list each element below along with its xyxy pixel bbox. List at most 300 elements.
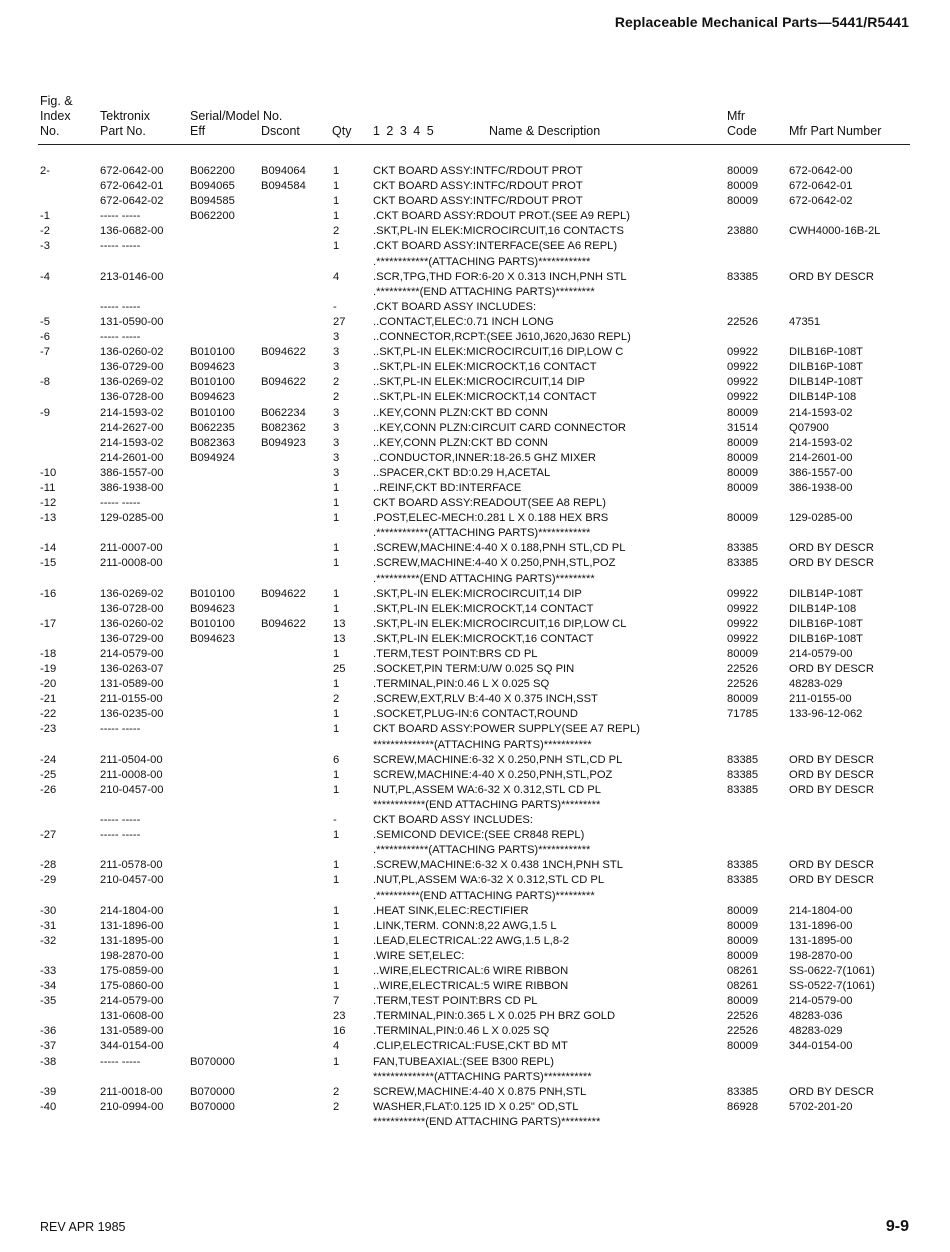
cell-description: CKT BOARD ASSY:INTFC/RDOUT PROT — [373, 165, 583, 177]
cell-qty: 16 — [333, 1025, 346, 1038]
cell-mfr-part-number: ORD BY DESCR — [789, 859, 874, 872]
cell-part-no: 131-0589-00 — [100, 1025, 164, 1038]
cell-fig-index: -26 — [40, 783, 57, 796]
cell-qty: 2 — [333, 693, 340, 706]
cell-eff: B070000 — [190, 1085, 235, 1098]
cell-mfr-part-number: ORD BY DESCR — [789, 557, 874, 570]
footer-page-number: 9-9 — [885, 1218, 909, 1235]
cell-qty: 7 — [333, 995, 340, 1008]
cell-fig-index: -4 — [40, 270, 50, 283]
cell-part-no: ----- ----- — [100, 240, 141, 253]
cell-part-no: 131-0608-00 — [100, 1010, 164, 1023]
cell-part-no: 211-0018-00 — [100, 1085, 163, 1098]
cell-description: ..SKT,PL-IN ELEK:MICROCKT,16 CONTACT — [373, 361, 597, 374]
cell-fig-index: -35 — [40, 995, 57, 1008]
table-row — [0, 602, 950, 617]
table-row — [0, 677, 950, 692]
cell-part-no: 211-0504-00 — [100, 753, 163, 766]
cell-mfr-code: 83385 — [727, 1085, 759, 1098]
cell-mfr-code: 22526 — [727, 663, 759, 676]
cell-qty: 1 — [333, 829, 340, 842]
cell-part-no: 214-0579-00 — [100, 648, 164, 660]
table-row — [0, 511, 950, 526]
cell-eff: B082363 — [190, 436, 235, 449]
header-mfr-part-number: Mfr Part Number — [789, 124, 882, 138]
cell-fig-index: -15 — [40, 557, 57, 570]
cell-mfr-code: 80009 — [727, 995, 759, 1008]
cell-mfr-part-number: DILB14P-108 — [789, 391, 857, 404]
cell-fig-index: -23 — [40, 723, 57, 736]
cell-fig-index: -37 — [40, 1040, 57, 1053]
table-row — [0, 255, 950, 270]
table-row — [0, 828, 950, 843]
cell-part-no: 136-0235-00 — [100, 708, 164, 721]
cell-description: .SCREW,EXT,RLV B:4-40 X 0.375 INCH,SST — [373, 693, 598, 706]
cell-mfr-code: 22526 — [727, 315, 759, 328]
cell-description: ..KEY,CONN PLZN:CIRCUIT CARD CONNECTOR — [373, 421, 626, 434]
cell-part-no: ----- ----- — [100, 497, 141, 510]
header-eff: Eff — [190, 124, 206, 138]
cell-description: SCREW,MACHINE:4-40 X 0.875 PNH,STL — [373, 1085, 587, 1098]
cell-qty: 1 — [333, 557, 340, 570]
cell-fig-index: -28 — [40, 859, 57, 872]
cell-part-no: 214-1593-02 — [100, 436, 164, 449]
cell-mfr-part-number: DILB14P-108T — [789, 376, 864, 389]
header-mfr-code-line1: Mfr — [727, 109, 746, 123]
cell-description: ..KEY,CONN PLZN:CKT BD CONN — [373, 406, 548, 419]
cell-mfr-part-number: 131-1895-00 — [789, 934, 853, 947]
table-row — [0, 768, 950, 783]
table-row — [0, 270, 950, 285]
cell-part-no: 214-0579-00 — [100, 995, 164, 1008]
cell-fig-index: -30 — [40, 904, 57, 917]
cell-mfr-part-number: 211-0155-00 — [789, 693, 852, 706]
cell-mfr-code: 23880 — [727, 225, 759, 238]
cell-mfr-code: 83385 — [727, 874, 759, 887]
cell-mfr-part-number: 131-1896-00 — [789, 919, 853, 932]
table-row — [0, 617, 950, 632]
cell-part-no: 386-1938-00 — [100, 481, 164, 494]
header-part-no-line1: Tektronix — [100, 109, 151, 123]
table-row — [0, 843, 950, 858]
cell-description: .************(ATTACHING PARTS)************ — [373, 844, 591, 857]
cell-description: CKT BOARD ASSY:INTFC/RDOUT PROT — [373, 180, 583, 193]
cell-description: .TERMINAL,PIN:0.46 L X 0.025 SQ — [373, 1025, 550, 1038]
cell-mfr-code: 71785 — [727, 708, 759, 721]
cell-fig-index: -40 — [40, 1100, 57, 1113]
cell-fig-index: -25 — [40, 768, 57, 781]
cell-qty: 3 — [333, 451, 340, 464]
cell-qty: 1 — [333, 481, 340, 494]
cell-description: CKT BOARD ASSY INCLUDES: — [373, 814, 533, 827]
parts-table — [0, 164, 950, 1130]
cell-part-no: ----- ----- — [100, 331, 141, 344]
cell-fig-index: -7 — [40, 346, 50, 359]
cell-qty: 1 — [333, 783, 340, 796]
cell-qty: 1 — [333, 874, 340, 887]
cell-part-no: 136-0260-02 — [100, 346, 164, 359]
cell-eff: B010100 — [190, 376, 235, 389]
cell-description: .SKT,PL-IN ELEK:MICROCIRCUIT,16 DIP,LOW CL — [373, 617, 627, 630]
table-row — [0, 964, 950, 979]
cell-part-no: 211-0155-00 — [100, 693, 163, 706]
cell-description: ..CONDUCTOR,INNER:18-26.5 GHZ MIXER — [373, 451, 596, 464]
cell-qty: 1 — [333, 648, 340, 660]
cell-mfr-code: 80009 — [727, 512, 759, 525]
header-part-no-line2: Part No. — [100, 124, 146, 138]
cell-part-no: ----- ----- — [100, 300, 141, 313]
table-row — [0, 934, 950, 949]
cell-mfr-part-number: DILB16P-108T — [789, 346, 864, 359]
cell-fig-index: -12 — [40, 497, 57, 510]
header-name-description: Name & Description — [489, 124, 601, 138]
cell-mfr-part-number: 386-1557-00 — [789, 466, 853, 479]
cell-fig-index: -24 — [40, 753, 57, 766]
cell-part-no: 136-0260-02 — [100, 617, 164, 630]
cell-description: .SEMICOND DEVICE:(SEE CR848 REPL) — [373, 829, 585, 842]
table-row — [0, 873, 950, 888]
table-row — [0, 722, 950, 737]
cell-fig-index: -3 — [40, 240, 50, 253]
cell-eff: B094623 — [190, 632, 235, 645]
cell-description: .************(ATTACHING PARTS)************ — [373, 255, 591, 268]
cell-description: .**********(END ATTACHING PARTS)********* — [373, 889, 595, 902]
cell-qty: 13 — [333, 632, 346, 645]
cell-description: **************(ATTACHING PARTS)*********** — [373, 1070, 592, 1083]
cell-description: .SOCKET,PIN TERM:U/W 0.025 SQ PIN — [373, 663, 575, 676]
cell-description: .CKT BOARD ASSY:INTERFACE(SEE A6 REPL) — [373, 240, 618, 253]
table-row — [0, 692, 950, 707]
cell-description: .CKT BOARD ASSY INCLUDES: — [373, 300, 537, 313]
cell-description: ..REINF,CKT BD:INTERFACE — [373, 481, 522, 494]
cell-description: .LEAD,ELECTRICAL:22 AWG,1.5 L,8-2 — [373, 934, 570, 947]
cell-part-no: 210-0994-00 — [100, 1100, 164, 1113]
cell-mfr-code: 83385 — [727, 753, 759, 766]
header-mfr-code — [727, 109, 757, 139]
cell-description: ..KEY,CONN PLZN:CKT BD CONN — [373, 436, 548, 449]
cell-mfr-code: 80009 — [727, 451, 759, 464]
header-fig-index — [40, 94, 73, 139]
cell-mfr-code: 83385 — [727, 859, 759, 872]
table-row — [0, 662, 950, 677]
table-row — [0, 889, 950, 904]
cell-eff: B010100 — [190, 617, 235, 630]
cell-mfr-code: 80009 — [727, 406, 759, 419]
cell-mfr-part-number: 386-1938-00 — [789, 481, 853, 494]
cell-fig-index: -32 — [40, 934, 57, 947]
cell-fig-index: -5 — [40, 315, 50, 328]
table-row — [0, 164, 950, 179]
cell-fig-index: -9 — [40, 406, 50, 419]
cell-part-no: 129-0285-00 — [100, 512, 164, 525]
table-row — [0, 858, 950, 873]
cell-fig-index: -11 — [40, 481, 56, 494]
cell-dscont: B094584 — [261, 180, 306, 193]
table-row — [0, 1070, 950, 1085]
cell-mfr-part-number: 129-0285-00 — [789, 512, 853, 525]
cell-description: CKT BOARD ASSY:POWER SUPPLY(SEE A7 REPL) — [373, 723, 640, 736]
cell-part-no: ----- ----- — [100, 1055, 141, 1068]
table-row — [0, 949, 950, 964]
cell-part-no: 136-0729-00 — [100, 632, 164, 645]
cell-eff: B094924 — [190, 451, 235, 464]
cell-description: ..SKT,PL-IN ELEK:MICROCKT,14 CONTACT — [373, 391, 597, 404]
cell-qty: 1 — [333, 240, 340, 253]
header-dscont: Dscont — [261, 124, 300, 138]
header-fig-index-line3: No. — [40, 124, 60, 138]
cell-mfr-code: 83385 — [727, 768, 759, 781]
cell-part-no: ----- ----- — [100, 723, 141, 736]
cell-mfr-code: 31514 — [727, 421, 759, 434]
cell-mfr-part-number: DILB16P-108T — [789, 361, 864, 374]
cell-mfr-code: 09922 — [727, 632, 759, 645]
cell-qty: 2 — [333, 1085, 340, 1098]
cell-description: ..CONNECTOR,RCPT:(SEE J610,J620,J630 REPL) — [373, 331, 631, 344]
cell-qty: 1 — [333, 587, 340, 600]
table-row — [0, 1009, 950, 1024]
cell-dscont: B094622 — [261, 617, 306, 630]
cell-part-no: 213-0146-00 — [100, 270, 164, 283]
table-row — [0, 481, 950, 496]
cell-mfr-code: 09922 — [727, 391, 759, 404]
cell-mfr-code: 80009 — [727, 1040, 759, 1053]
cell-fig-index: -1 — [40, 210, 50, 223]
cell-mfr-part-number: 5702-201-20 — [789, 1100, 853, 1113]
cell-qty: 1 — [333, 768, 340, 781]
table-row — [0, 994, 950, 1009]
cell-description: ************(END ATTACHING PARTS)********* — [373, 798, 601, 811]
header-divider — [38, 144, 910, 145]
table-row — [0, 556, 950, 571]
cell-fig-index: 2- — [40, 165, 50, 177]
cell-mfr-code: 83385 — [727, 783, 759, 796]
cell-qty: 1 — [333, 678, 340, 691]
cell-mfr-code: 22526 — [727, 678, 759, 691]
cell-mfr-code: 83385 — [727, 542, 759, 555]
cell-description: NUT,PL,ASSEM WA:6-32 X 0.312,STL CD PL — [373, 783, 601, 796]
cell-description: .SKT,PL-IN ELEK:MICROCIRCUIT,16 CONTACTS — [373, 225, 624, 238]
table-row — [0, 904, 950, 919]
cell-description: .************(ATTACHING PARTS)************ — [373, 527, 591, 540]
cell-fig-index: -6 — [40, 331, 50, 344]
cell-dscont: B082362 — [261, 421, 306, 434]
cell-mfr-part-number: DILB16P-108T — [789, 632, 864, 645]
cell-description: .**********(END ATTACHING PARTS)********* — [373, 285, 595, 298]
cell-part-no: 672-0642-00 — [100, 165, 164, 177]
cell-qty: 3 — [333, 331, 340, 344]
cell-qty: 1 — [333, 934, 340, 947]
cell-part-no: 211-0578-00 — [100, 859, 163, 872]
cell-fig-index: -21 — [40, 693, 57, 706]
cell-dscont: B094622 — [261, 587, 306, 600]
cell-mfr-part-number: 214-1804-00 — [789, 904, 853, 917]
cell-part-no: 131-1896-00 — [100, 919, 164, 932]
cell-mfr-part-number: CWH4000-16B-2L — [789, 225, 881, 238]
cell-fig-index: -34 — [40, 980, 57, 993]
cell-mfr-code: 80009 — [727, 648, 759, 660]
header-fig-index-line2: Index — [40, 109, 71, 123]
cell-part-no: 211-0008-00 — [100, 768, 163, 781]
cell-description: ..SPACER,CKT BD:0.29 H,ACETAL — [373, 466, 551, 479]
cell-description: .SOCKET,PLUG-IN:6 CONTACT,ROUND — [373, 708, 578, 721]
cell-qty: 1 — [333, 708, 340, 721]
cell-eff: B010100 — [190, 346, 235, 359]
cell-qty: 1 — [333, 210, 340, 223]
cell-description: ..WIRE,ELECTRICAL:6 WIRE RIBBON — [373, 964, 569, 977]
cell-mfr-part-number: ORD BY DESCR — [789, 874, 874, 887]
cell-part-no: 344-0154-00 — [100, 1040, 164, 1053]
cell-qty: 3 — [333, 421, 340, 434]
table-row — [0, 813, 950, 828]
header-part-no — [100, 109, 150, 139]
cell-mfr-part-number: ORD BY DESCR — [789, 753, 874, 766]
cell-qty: 1 — [333, 497, 340, 510]
cell-qty: 1 — [333, 919, 340, 932]
cell-mfr-part-number: 214-0579-00 — [789, 648, 853, 660]
cell-eff: B070000 — [190, 1055, 235, 1068]
cell-qty: 1 — [333, 980, 340, 993]
cell-qty: 25 — [333, 663, 346, 676]
table-row — [0, 783, 950, 798]
cell-fig-index: -13 — [40, 512, 57, 525]
cell-part-no: 211-0008-00 — [100, 557, 163, 570]
cell-description: .SCREW,MACHINE:4-40 X 0.250,PNH,STL,POZ — [373, 557, 616, 570]
cell-eff: B010100 — [190, 406, 235, 419]
cell-fig-index: -14 — [40, 542, 57, 555]
cell-qty: 2 — [333, 376, 340, 389]
cell-mfr-code: 09922 — [727, 587, 759, 600]
cell-mfr-part-number: 214-2601-00 — [789, 451, 853, 464]
cell-mfr-code: 80009 — [727, 195, 759, 208]
cell-fig-index: -22 — [40, 708, 57, 721]
cell-fig-index: -39 — [40, 1085, 57, 1098]
cell-mfr-part-number: 198-2870-00 — [789, 949, 853, 962]
cell-mfr-part-number: 48283-029 — [789, 678, 843, 691]
table-row — [0, 330, 950, 345]
table-row — [0, 390, 950, 405]
cell-dscont: B094622 — [261, 346, 306, 359]
cell-mfr-part-number: SS-0522-7(1061) — [789, 980, 875, 993]
cell-description: CKT BOARD ASSY:INTFC/RDOUT PROT — [373, 195, 583, 208]
cell-qty: 13 — [333, 617, 346, 630]
table-row — [0, 345, 950, 360]
cell-qty: 3 — [333, 436, 340, 449]
page-header-title: Replaceable Mechanical Parts—5441/R5441 — [614, 14, 909, 30]
cell-part-no: 136-0728-00 — [100, 391, 164, 404]
cell-mfr-code: 80009 — [727, 934, 759, 947]
cell-mfr-part-number: SS-0622-7(1061) — [789, 964, 875, 977]
cell-mfr-code: 22526 — [727, 1025, 759, 1038]
cell-dscont: B094923 — [261, 436, 306, 449]
table-row — [0, 541, 950, 556]
cell-mfr-part-number: 672-0642-02 — [789, 195, 853, 208]
cell-qty: 2 — [333, 391, 340, 404]
cell-part-no: 386-1557-00 — [100, 466, 164, 479]
cell-description: .SCR,TPG,THD FOR:6-20 X 0.313 INCH,PNH STL — [373, 270, 627, 283]
cell-mfr-code: 83385 — [727, 270, 759, 283]
cell-part-no: 136-0682-00 — [100, 225, 164, 238]
table-row — [0, 738, 950, 753]
cell-part-no: ----- ----- — [100, 829, 141, 842]
cell-qty: 6 — [333, 753, 340, 766]
cell-mfr-part-number: Q07900 — [789, 421, 829, 434]
cell-part-no: 136-0269-02 — [100, 587, 164, 600]
cell-eff: B094623 — [190, 602, 235, 615]
cell-description: .HEAT SINK,ELEC:RECTIFIER — [373, 904, 529, 917]
table-row — [0, 632, 950, 647]
cell-qty: 1 — [333, 602, 340, 615]
cell-eff: B010100 — [190, 587, 235, 600]
table-row — [0, 239, 950, 254]
cell-description: SCREW,MACHINE:6-32 X 0.250,PNH STL,CD PL — [373, 753, 623, 766]
table-row — [0, 753, 950, 768]
cell-qty: 3 — [333, 466, 340, 479]
cell-dscont: B094064 — [261, 165, 306, 177]
cell-mfr-part-number: 672-0642-00 — [789, 165, 853, 177]
cell-mfr-part-number: ORD BY DESCR — [789, 270, 874, 283]
cell-part-no: ----- ----- — [100, 814, 141, 827]
cell-description: .SKT,PL-IN ELEK:MICROCKT,14 CONTACT — [373, 602, 594, 615]
cell-eff: B062200 — [190, 210, 235, 223]
cell-qty: 27 — [333, 315, 346, 328]
cell-part-no: 136-0729-00 — [100, 361, 164, 374]
cell-qty: - — [333, 300, 337, 313]
header-fig-index-line1: Fig. & — [40, 94, 73, 108]
cell-mfr-part-number: ORD BY DESCR — [789, 663, 874, 676]
cell-qty: 1 — [333, 542, 340, 555]
cell-description: WASHER,FLAT:0.125 ID X 0.25" OD,STL — [373, 1100, 579, 1113]
cell-part-no: 131-0590-00 — [100, 315, 164, 328]
cell-mfr-code: 83385 — [727, 557, 759, 570]
cell-qty: 2 — [333, 225, 340, 238]
table-row — [0, 209, 950, 224]
table-row — [0, 1115, 950, 1130]
cell-mfr-code: 80009 — [727, 481, 759, 494]
table-row — [0, 406, 950, 421]
cell-fig-index: -16 — [40, 587, 57, 600]
cell-mfr-part-number: 47351 — [789, 315, 821, 328]
cell-description: ************(END ATTACHING PARTS)********* — [373, 1115, 601, 1128]
cell-mfr-part-number: 133-96-12-062 — [789, 708, 863, 721]
cell-mfr-part-number: DILB16P-108T — [789, 617, 864, 630]
cell-part-no: 672-0642-02 — [100, 195, 164, 208]
cell-description: CKT BOARD ASSY:READOUT(SEE A8 REPL) — [373, 497, 606, 510]
cell-description: .TERM,TEST POINT:BRS CD PL — [373, 648, 538, 660]
cell-mfr-part-number: ORD BY DESCR — [789, 768, 874, 781]
cell-description: .CKT BOARD ASSY:RDOUT PROT.(SEE A9 REPL) — [373, 210, 630, 223]
table-row — [0, 421, 950, 436]
cell-mfr-part-number: 214-1593-02 — [789, 436, 853, 449]
cell-mfr-code: 09922 — [727, 617, 759, 630]
table-row — [0, 194, 950, 209]
cell-description: ..SKT,PL-IN ELEK:MICROCIRCUIT,16 DIP,LOW C — [373, 346, 624, 359]
cell-mfr-code: 80009 — [727, 693, 759, 706]
cell-part-no: 214-2601-00 — [100, 451, 164, 464]
cell-mfr-code: 80009 — [727, 466, 759, 479]
cell-description: .NUT,PL,ASSEM WA:6-32 X 0.312,STL CD PL — [373, 874, 605, 887]
cell-qty: 3 — [333, 346, 340, 359]
cell-description: .**********(END ATTACHING PARTS)********* — [373, 572, 595, 585]
cell-part-no: 175-0860-00 — [100, 980, 164, 993]
cell-qty: - — [333, 814, 337, 827]
cell-part-no: 175-0859-00 — [100, 964, 164, 977]
cell-mfr-code: 09922 — [727, 346, 759, 359]
cell-qty: 1 — [333, 180, 340, 193]
cell-qty: 1 — [333, 949, 340, 962]
cell-mfr-part-number: ORD BY DESCR — [789, 1085, 874, 1098]
cell-part-no: 214-2627-00 — [100, 421, 164, 434]
cell-qty: 1 — [333, 723, 340, 736]
